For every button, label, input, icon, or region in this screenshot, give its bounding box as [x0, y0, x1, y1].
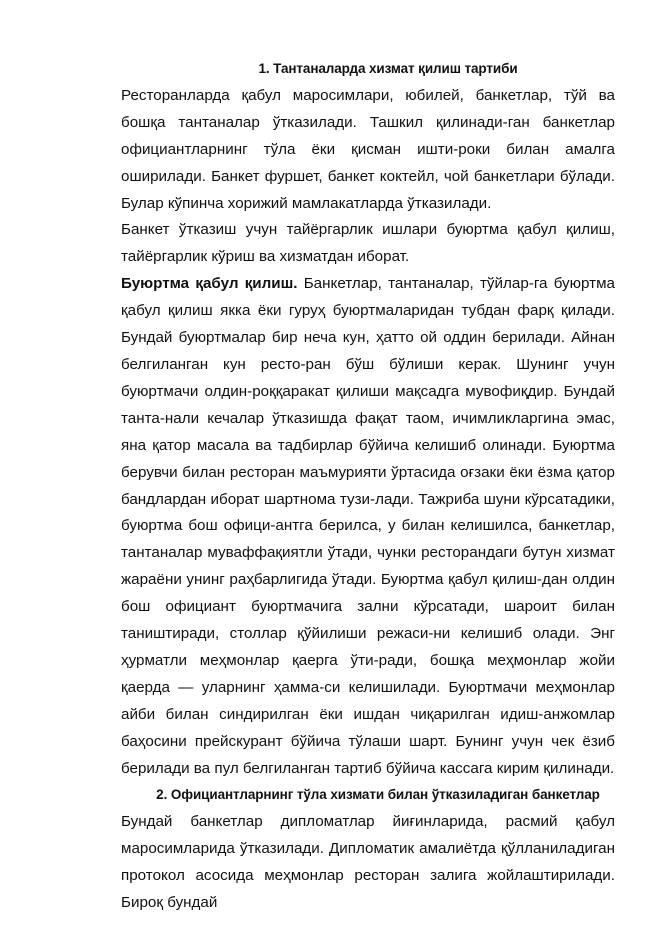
paragraph-2 [121, 217, 615, 271]
paragraph-4-text: Бундай банкетлар дипломатлар йиғинларида, расмий қабул маросимларида ўтказилади. Дипломатик амалиётда қўлланиладиган протокол асосида меҳмонлар ресторан залига жойлаштирилади. Бироқ бундай [121, 813, 615, 912]
section-heading-2: 2. Официантларнинг тўла хизмати билан ўтказиладиган банкетлар [156, 787, 600, 803]
section-heading-1: 1. Тантаналарда хизмат қилиш тартиби [258, 61, 518, 76]
paragraph-3-text: Банкетлар, тантаналар, тўйлар-га буюртма қабул қилиш якка ёки гуруҳ буюртмаларидан тубдан фарқ қилади. Бундай буюртмалар бир неча кун, ҳатто ой оддин берилади. Айнан белгиланган кун ресто-ран бўш бўлиши керак. Шунинг учун буюртмачи олдин-роққаракат қилиши мақсадга мувофиқдир. Бундай танта-нали кечалар ўтказишда фақат таом, ичимликларгина эмас, яна қатор масала ва тадбирлар бўйича келишиб олинади. Буюртма берувчи билан ресторан маъмурияти ўртасида оғзаки ёки ёзма қатор бандлардан иборат шартнома тузи-лади. Тажриба шуни кўрсатадики, буюртма бош офици-антга берилса, у билан келишилса, банкетлар, тантаналар муваффақиятли ўтади, чунки ресторандаги бутун хизмат жараёни унинг раҳбарлигида ўтади. Буюртма қабул қилиш-дан олдин бош официант буюртмачига зални кўрсатади, шароит билан таништиради, столлар қўйилиши режаси-ни келишиб олади. Энг ҳурматли меҳмонлар қаерга ўти-ради, бошқа меҳмонлар жойи қаерда — уларнинг ҳамма-си келишилади. Буюртмачи меҳмонлар айби билан синдирилган ёки ишдан чиқарилган идиш-анжомлар баҳосини прейскурант бўйича тўлаши шарт. Бунинг учун чек ёзиб берилади ва пул белгиланган тартиб бўйича кассага кирим қилинади. [121, 275, 615, 777]
document-page [121, 56, 615, 917]
paragraph-4 [121, 809, 615, 917]
paragraph-3 [121, 271, 615, 782]
paragraph-2-text: Банкет ўтказиш учун тайёргарлик ишлари буюртма қабул қилиш, тайёргарлик кўриш ва хизматдан иборат. [121, 221, 615, 266]
paragraph-1 [121, 83, 615, 218]
paragraph-1-text: Ресторанларда қабул маросимлари, юбилей, банкетлар, тўй ва бошқа тантаналар ўтказилади. Ташкил қилинади-ган банкетлар официантларнинг тўла ёки қисман ишти-роки билан амалга оширилади. Банкет фуршет, банкет коктейл, чой банкетлари бўлади. Булар кўпинча хорижий мамлакатларда ўтказилади. [121, 86, 615, 212]
paragraph-3-lead: Буюртма қабул қилиш. [121, 275, 298, 293]
